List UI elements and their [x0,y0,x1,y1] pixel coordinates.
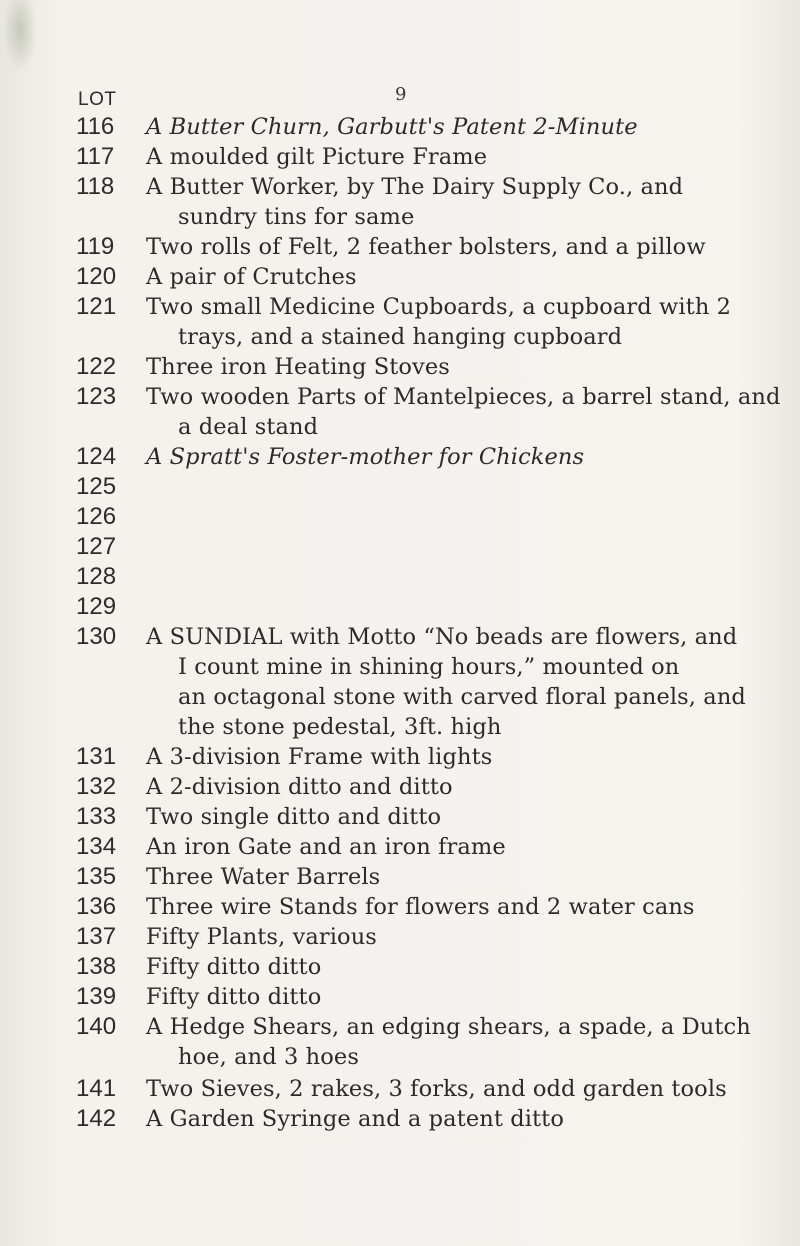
lot-number: 130 [76,623,117,650]
lot-description-line: A SUNDIAL with Motto “No beads are flowers, and [146,624,738,650]
lot-description [146,772,786,802]
lot-description-line: A Butter Worker, by The Dairy Supply Co., and [146,174,684,200]
lot-description [146,952,786,982]
lot-description-line: A 3-division Frame with lights [146,744,493,770]
page-number: 9 [395,84,407,105]
lot-number: 139 [76,983,117,1010]
lot-description [146,352,786,382]
lot-number: 129 [76,593,117,620]
lot-description [146,112,786,142]
lot-description [146,292,786,352]
lot-number: 126 [76,503,117,530]
lot-description-line: an octagonal stone with carved floral panels, and [178,684,746,710]
lot-description-line: trays, and a stained hanging cupboard [178,324,623,350]
lot-description-line: Three iron Heating Stoves [146,354,450,380]
lot-number: 138 [76,953,117,980]
lot-description [146,1074,786,1104]
lot-description [146,862,786,892]
lot-description [146,892,786,922]
lot-description-line: Fifty ditto ditto [146,954,322,980]
lot-column-header: LOT [78,89,117,110]
lot-description [146,622,786,742]
lot-description [146,1012,786,1072]
lot-description [146,232,786,262]
lot-description-line: sundry tins for same [178,204,415,230]
lot-description-line: Two wooden Parts of Mantelpieces, a barrel stand, and [146,384,781,410]
lot-number: 118 [76,173,115,200]
lot-number: 133 [76,803,117,830]
lot-description-line: A Butter Churn, Garbutt's Patent 2-Minute [146,114,638,140]
lot-number: 131 [76,743,117,770]
lot-description-line: I count mine in shining hours,” mounted on [178,654,680,680]
lot-number: 120 [76,263,117,290]
lot-number: 128 [76,563,117,590]
lot-description-line: A 2-division ditto and ditto [146,774,453,800]
lot-description [146,142,786,172]
lot-description [146,742,786,772]
lot-description-line: Fifty Plants, various [146,924,377,950]
lot-description-line: Three Water Barrels [146,864,381,890]
lot-description-line: Fifty ditto ditto [146,984,322,1010]
lot-description-line: A Spratt's Foster-mother for Chickens [146,444,585,470]
lot-number: 125 [76,473,117,500]
lot-description [146,382,786,442]
lot-number: 124 [76,443,117,470]
lot-number: 122 [76,353,117,380]
lot-description-line: a deal stand [178,414,319,440]
lot-description-line: hoe, and 3 hoes [178,1044,359,1070]
lot-description [146,832,786,862]
lot-number: 141 [76,1075,117,1102]
lot-number: 135 [76,863,117,890]
lot-number: 117 [76,143,115,170]
lot-number: 123 [76,383,117,410]
lot-description [146,172,786,232]
lot-number: 134 [76,833,117,860]
lot-description [146,1104,786,1134]
lot-number: 137 [76,923,117,950]
lot-description-line: An iron Gate and an iron frame [146,834,506,860]
lot-description [146,802,786,832]
lot-description-line: Two Sieves, 2 rakes, 3 forks, and odd garden tools [146,1076,727,1102]
lot-number: 136 [76,893,117,920]
lot-description-line: Three wire Stands for flowers and 2 water cans [146,894,695,920]
lot-number: 140 [76,1013,117,1040]
lot-description-line: A Garden Syringe and a patent ditto [146,1106,564,1132]
lot-number: 116 [76,113,115,140]
lot-description-line: the stone pedestal, 3ft. high [178,714,502,740]
lot-number: 119 [76,233,115,260]
lot-description-line: A Hedge Shears, an edging shears, a spade, a Dutch [146,1014,751,1040]
lot-description-line: Two small Medicine Cupboards, a cupboard with 2 [146,294,732,320]
lot-description-line: A pair of Crutches [146,264,357,290]
lot-number: 127 [76,533,117,560]
lot-description [146,442,786,472]
lot-description-line: Two single ditto and ditto [146,804,442,830]
lot-number: 121 [76,293,117,320]
lot-number: 132 [76,773,117,800]
paper-stain [0,0,40,80]
lot-description [146,262,786,292]
lot-number: 142 [76,1105,117,1132]
lot-description [146,982,786,1012]
lot-description [146,922,786,952]
lot-description-line: A moulded gilt Picture Frame [146,144,488,170]
lot-description-line: Two rolls of Felt, 2 feather bolsters, and a pillow [146,234,706,260]
